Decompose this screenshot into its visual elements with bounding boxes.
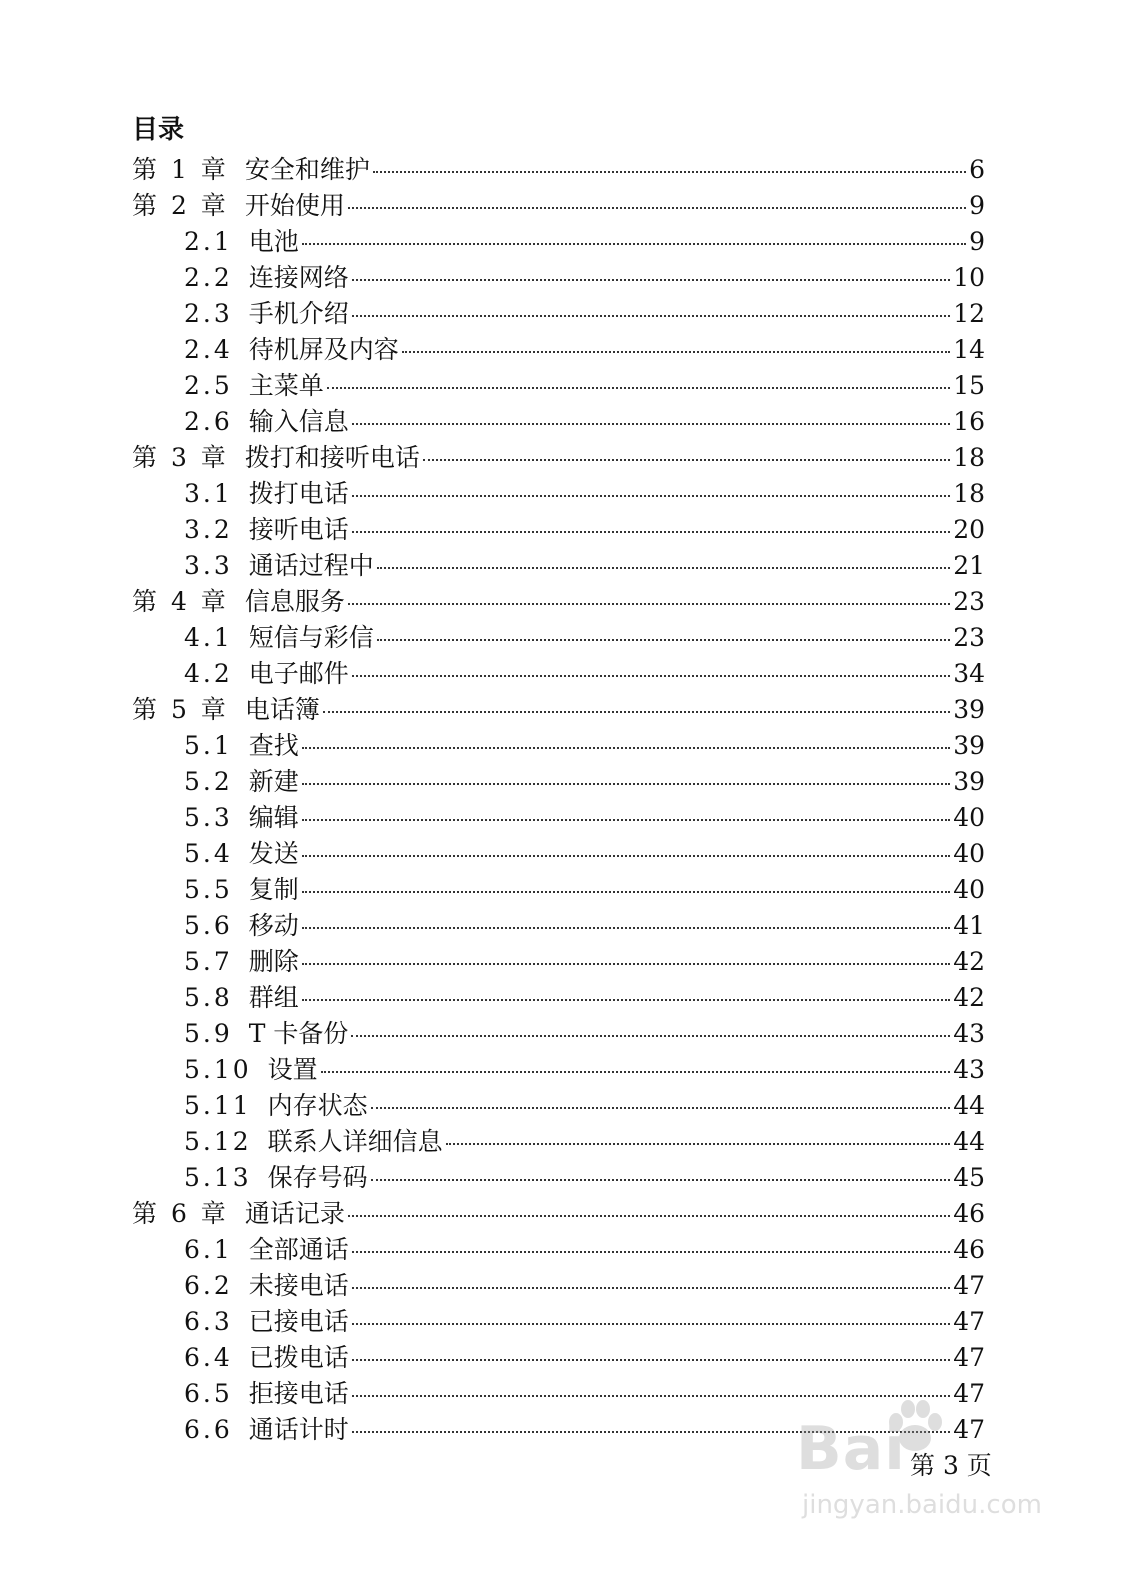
entry-label: 查找 xyxy=(248,731,299,760)
entry-label: 开始使用 xyxy=(244,191,345,220)
entry-page-number: 47 xyxy=(953,1271,985,1300)
toc-section-entry[interactable] xyxy=(132,260,985,296)
entry-label: 安全和维护 xyxy=(244,155,370,184)
dot-leader xyxy=(352,421,950,425)
entry-label: 电池 xyxy=(248,227,299,256)
entry-number: 第 5 章 xyxy=(132,695,229,724)
dot-leader xyxy=(323,709,950,713)
watermark-url: jingyan.baidu.com xyxy=(802,1490,1042,1520)
dot-leader xyxy=(352,493,950,497)
entry-number: 2.4 xyxy=(184,335,233,364)
dot-leader xyxy=(352,313,950,317)
toc-chapter-entry[interactable] xyxy=(132,1196,985,1232)
entry-label: 手机介绍 xyxy=(248,299,349,328)
entry-label: 通话过程中 xyxy=(248,551,374,580)
entry-page-number: 44 xyxy=(953,1091,985,1120)
toc-section-entry[interactable] xyxy=(132,1160,985,1196)
entry-page-number: 43 xyxy=(953,1019,985,1048)
entry-number: 6.6 xyxy=(184,1415,233,1444)
entry-number: 5.11 xyxy=(184,1091,252,1120)
toc-section-entry[interactable] xyxy=(132,1124,985,1160)
toc-title: 目录 xyxy=(132,115,185,145)
toc-section-entry[interactable] xyxy=(132,908,985,944)
toc-section-entry[interactable] xyxy=(132,764,985,800)
entry-number: 6.4 xyxy=(184,1343,233,1372)
toc-section-entry[interactable] xyxy=(132,404,985,440)
toc-section-entry[interactable] xyxy=(132,1304,985,1340)
entry-page-number: 34 xyxy=(953,659,985,688)
toc-chapter-entry[interactable] xyxy=(132,584,985,620)
entry-number: 5.7 xyxy=(184,947,233,976)
entry-label: 主菜单 xyxy=(248,371,324,400)
entry-page-number: 20 xyxy=(953,515,985,544)
entry-number: 2.1 xyxy=(184,227,233,256)
entry-label: 复制 xyxy=(248,875,299,904)
dot-leader xyxy=(352,1429,950,1433)
entry-number: 5.8 xyxy=(184,983,233,1012)
toc-section-entry[interactable] xyxy=(132,980,985,1016)
dot-leader xyxy=(373,169,966,173)
entry-page-number: 41 xyxy=(953,911,985,940)
entry-number: 3.1 xyxy=(184,479,233,508)
toc-section-entry[interactable] xyxy=(132,296,985,332)
entry-number: 2.6 xyxy=(184,407,233,436)
toc-chapter-entry[interactable] xyxy=(132,152,985,188)
entry-label: 已接电话 xyxy=(248,1307,349,1336)
entry-number: 第 1 章 xyxy=(132,155,229,184)
entry-label: 信息服务 xyxy=(244,587,345,616)
entry-label: 新建 xyxy=(248,767,299,796)
entry-page-number: 42 xyxy=(953,947,985,976)
dot-leader xyxy=(302,817,950,821)
watermark-brand: Bai xyxy=(796,1414,906,1484)
entry-label: 拨打和接听电话 xyxy=(244,443,420,472)
dot-leader xyxy=(302,745,950,749)
entry-label: 编辑 xyxy=(248,803,299,832)
entry-label: 全部通话 xyxy=(248,1235,349,1264)
toc-section-entry[interactable] xyxy=(132,476,985,512)
toc-section-entry[interactable] xyxy=(132,1232,985,1268)
toc-section-entry[interactable] xyxy=(132,1268,985,1304)
dot-leader xyxy=(302,889,950,893)
entry-number: 5.6 xyxy=(184,911,233,940)
entry-label: 电子邮件 xyxy=(248,659,349,688)
entry-number: 3.3 xyxy=(184,551,233,580)
toc-section-entry[interactable] xyxy=(132,800,985,836)
entry-page-number: 23 xyxy=(953,587,985,616)
entry-page-number: 12 xyxy=(953,299,985,328)
entry-number: 3.2 xyxy=(184,515,233,544)
entry-label: 移动 xyxy=(248,911,299,940)
entry-number: 5.4 xyxy=(184,839,233,868)
toc-section-entry[interactable] xyxy=(132,728,985,764)
toc-section-entry[interactable] xyxy=(132,548,985,584)
dot-leader xyxy=(351,1033,950,1037)
dot-leader xyxy=(302,997,950,1001)
toc-section-entry[interactable] xyxy=(132,368,985,404)
entry-number: 4.2 xyxy=(184,659,233,688)
entry-number: 第 6 章 xyxy=(132,1199,229,1228)
entry-page-number: 39 xyxy=(953,767,985,796)
toc-section-entry[interactable] xyxy=(132,1052,985,1088)
toc-section-entry[interactable] xyxy=(132,872,985,908)
entry-page-number: 9 xyxy=(969,191,985,220)
entry-page-number: 18 xyxy=(953,479,985,508)
entry-page-number: 40 xyxy=(953,875,985,904)
entry-label: 短信与彩信 xyxy=(248,623,374,652)
toc-section-entry[interactable] xyxy=(132,332,985,368)
dot-leader xyxy=(352,1393,950,1397)
entry-label: 已拨电话 xyxy=(248,1343,349,1372)
entry-label: 通话记录 xyxy=(244,1199,345,1228)
dot-leader xyxy=(423,457,950,461)
entry-number: 第 4 章 xyxy=(132,587,229,616)
entry-number: 第 2 章 xyxy=(132,191,229,220)
dot-leader xyxy=(327,385,950,389)
entry-page-number: 44 xyxy=(953,1127,985,1156)
toc-section-entry[interactable] xyxy=(132,1412,985,1448)
entry-page-number: 45 xyxy=(953,1163,985,1192)
entry-label: T 卡备份 xyxy=(248,1019,349,1048)
toc-chapter-entry[interactable] xyxy=(132,440,985,476)
entry-page-number: 47 xyxy=(953,1307,985,1336)
dot-leader xyxy=(371,1105,951,1109)
toc-section-entry[interactable] xyxy=(132,656,985,692)
dot-leader xyxy=(302,961,950,965)
entry-page-number: 14 xyxy=(953,335,985,364)
dot-leader xyxy=(302,853,950,857)
entry-page-number: 43 xyxy=(953,1055,985,1084)
entry-page-number: 47 xyxy=(953,1343,985,1372)
entry-label: 通话计时 xyxy=(248,1415,349,1444)
dot-leader xyxy=(352,1321,950,1325)
entry-page-number: 15 xyxy=(953,371,985,400)
toc-list xyxy=(132,152,985,1448)
entry-page-number: 10 xyxy=(953,263,985,292)
dot-leader xyxy=(352,1285,950,1289)
entry-page-number: 39 xyxy=(953,695,985,724)
entry-label: 拨打电话 xyxy=(248,479,349,508)
toc-section-entry[interactable] xyxy=(132,224,985,260)
entry-label: 未接电话 xyxy=(248,1271,349,1300)
dot-leader xyxy=(302,241,966,245)
entry-page-number: 6 xyxy=(969,155,985,184)
toc-section-entry[interactable] xyxy=(132,1376,985,1412)
entry-label: 群组 xyxy=(248,983,299,1012)
entry-number: 6.3 xyxy=(184,1307,233,1336)
entry-page-number: 42 xyxy=(953,983,985,1012)
toc-section-entry[interactable] xyxy=(132,1340,985,1376)
entry-label: 电话簿 xyxy=(244,695,320,724)
entry-number: 5.12 xyxy=(184,1127,252,1156)
entry-page-number: 47 xyxy=(953,1379,985,1408)
entry-number: 6.2 xyxy=(184,1271,233,1300)
dot-leader xyxy=(302,781,950,785)
entry-page-number: 40 xyxy=(953,803,985,832)
entry-label: 接听电话 xyxy=(248,515,349,544)
toc-section-entry[interactable] xyxy=(132,620,985,656)
entry-number: 5.13 xyxy=(184,1163,252,1192)
dot-leader xyxy=(352,1249,950,1253)
page-number: 第 3 页 xyxy=(910,1451,992,1480)
entry-page-number: 40 xyxy=(953,839,985,868)
entry-label: 连接网络 xyxy=(248,263,349,292)
entry-page-number: 18 xyxy=(953,443,985,472)
entry-label: 保存号码 xyxy=(267,1163,368,1192)
dot-leader xyxy=(377,637,950,641)
entry-label: 联系人详细信息 xyxy=(267,1127,443,1156)
dot-leader xyxy=(402,349,950,353)
entry-number: 5.5 xyxy=(184,875,233,904)
entry-label: 删除 xyxy=(248,947,299,976)
entry-page-number: 16 xyxy=(953,407,985,436)
entry-number: 5.2 xyxy=(184,767,233,796)
dot-leader xyxy=(352,1357,950,1361)
toc-chapter-entry[interactable] xyxy=(132,188,985,224)
toc-section-entry[interactable] xyxy=(132,836,985,872)
entry-number: 6.1 xyxy=(184,1235,233,1264)
entry-number: 2.3 xyxy=(184,299,233,328)
dot-leader xyxy=(352,529,950,533)
entry-number: 5.9 xyxy=(184,1019,233,1048)
entry-page-number: 46 xyxy=(953,1199,985,1228)
dot-leader xyxy=(352,673,950,677)
dot-leader xyxy=(446,1141,951,1145)
dot-leader xyxy=(348,205,966,209)
entry-number: 5.3 xyxy=(184,803,233,832)
dot-leader xyxy=(321,1069,951,1073)
entry-page-number: 21 xyxy=(953,551,985,580)
entry-page-number: 46 xyxy=(953,1235,985,1264)
entry-number: 5.1 xyxy=(184,731,233,760)
entry-number: 6.5 xyxy=(184,1379,233,1408)
entry-label: 拒接电话 xyxy=(248,1379,349,1408)
entry-number: 2.2 xyxy=(184,263,233,292)
toc-section-entry[interactable] xyxy=(132,944,985,980)
dot-leader xyxy=(302,925,950,929)
entry-number: 5.10 xyxy=(184,1055,252,1084)
dot-leader xyxy=(352,277,950,281)
dot-leader xyxy=(377,565,950,569)
entry-number: 2.5 xyxy=(184,371,233,400)
dot-leader xyxy=(371,1177,951,1181)
entry-page-number: 9 xyxy=(969,227,985,256)
entry-label: 内存状态 xyxy=(267,1091,368,1120)
dot-leader xyxy=(348,1213,950,1217)
entry-page-number: 47 xyxy=(953,1415,985,1444)
toc-section-entry[interactable] xyxy=(132,1088,985,1124)
dot-leader xyxy=(348,601,950,605)
toc-section-entry[interactable] xyxy=(132,512,985,548)
entry-label: 设置 xyxy=(267,1055,318,1084)
toc-section-entry[interactable] xyxy=(132,1016,985,1052)
entry-label: 输入信息 xyxy=(248,407,349,436)
entry-number: 4.1 xyxy=(184,623,233,652)
entry-label: 待机屏及内容 xyxy=(248,335,399,364)
entry-page-number: 39 xyxy=(953,731,985,760)
entry-label: 发送 xyxy=(248,839,299,868)
entry-number: 第 3 章 xyxy=(132,443,229,472)
toc-chapter-entry[interactable] xyxy=(132,692,985,728)
entry-page-number: 23 xyxy=(953,623,985,652)
